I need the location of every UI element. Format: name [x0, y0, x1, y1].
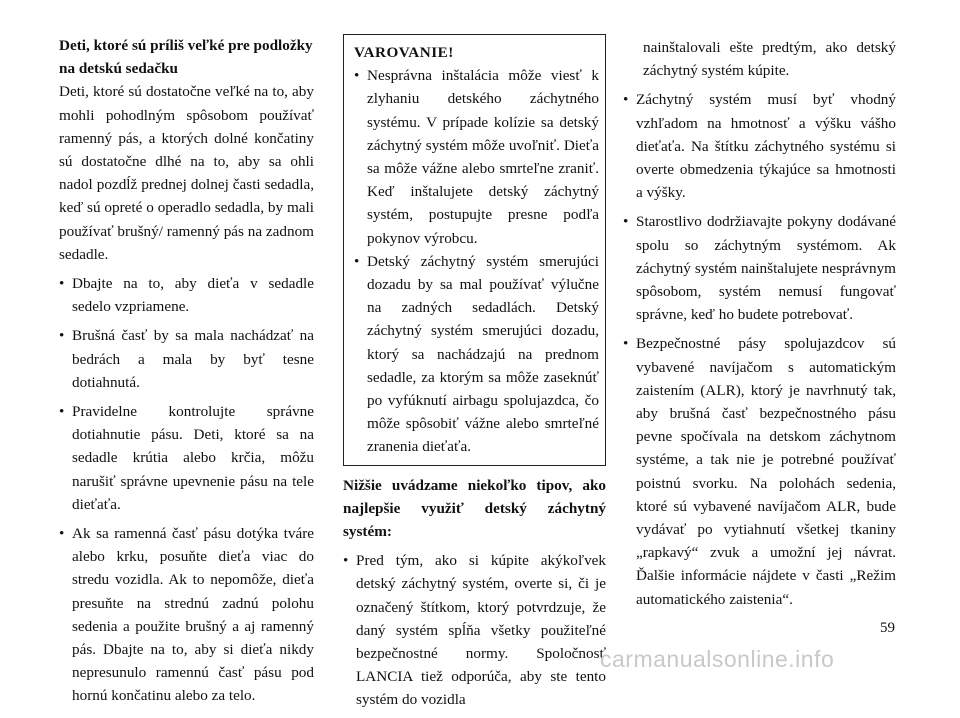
bullet-list [623, 88, 896, 610]
bullet-icon: • [623, 335, 629, 353]
tips-heading: Nižšie uvádzame niekoľko tipov, ako najlepšie využiť detský záchytný systém: [343, 476, 606, 541]
warning-list [354, 64, 599, 458]
warning-title: VAROVANIE! [354, 44, 454, 61]
section-heading: Deti, ktoré sú príliš veľké pre podložky na detskú sedačku [59, 37, 313, 78]
list-item: • Brušná časť by sa mala nachádzať na bedrách a mala by byť tesne dotiahnutá. [59, 324, 314, 394]
bullet-icon: • [59, 525, 65, 543]
list-item: • Bezpečnostné pásy spolujazdcov sú vybavené navíjačom s automatickým zaistením (ALR), ktorý je navrhnutý tak, aby brušná časť bezpečnostného pásu pevne spočívala na detskom záchytnom systéme, a tak nie je potrebné používať poistnú svorku. Na polohách sedenia, ktoré sú vybavené navíjačom ALR, bude vydávať po vytiahnutí všetkej tkaniny „rapkavý“ zvuk a umožní jej návrat. Ďalšie informácie nájdete v časti „Režim automatického zaistenia“. [623, 332, 896, 610]
bullet-list [59, 272, 314, 708]
watermark: carmanualsonline.info [600, 646, 835, 672]
list-item: • Pravidelne kontrolujte správne dotiahnutie pásu. Deti, ktoré sa na sedadle krútia alebo krčia, môžu narušiť správne upevnenie pásu na tele dieťaťa. [59, 400, 314, 516]
bullet-icon: • [354, 252, 360, 270]
bullet-icon: • [59, 403, 65, 421]
right-column [623, 36, 896, 617]
bullet-icon: • [59, 275, 65, 293]
list-item: • Starostlivo dodržiavajte pokyny dodávané spolu so záchytným systémom. Ak záchytný systém nainštalujete nesprávnym spôsobom, systém nemusí fungovať správne, keď ho budete potrebovať. [623, 210, 896, 326]
warning-item: • Detský záchytný systém smerujúci dozadu by sa mal používať výlučne na zadných sedadlách. Detský záchytný systém smerujúci dozadu, ktorý sa nachádzajú na prednom sedadle, za ktorým sa môže zaseknúť po vyfúknutí airbagu spolujazdca, čo môže spôsobiť vážne alebo smrteľné zranenia dieťaťa. [354, 250, 599, 459]
list-item: • Dbajte na to, aby dieťa v sedadle sedelo vzpriamene. [59, 272, 314, 318]
warning-item: • Nesprávna inštalácia môže viesť k zlyhaniu detského záchytného systému. V prípade kolízie sa detský záchytný systém môže uvoľniť. Dieťa sa môže vážne alebo smrteľne zraniť. Keď inštalujete detský záchytný systém, postupujte presne podľa pokynov výrobcu. [354, 64, 599, 250]
intro-paragraph: Deti, ktoré sú dostatočne veľké na to, aby mohli pohodlným spôsobom používať ramenný pás, a ktorých dolné končatiny sú dostatočne dlhé na to, aby sa ohli nadol pozdĺž prednej dolnej časti sedadla, keď sú opreté o operadlo sedadla, by mali používať brušný/ ramenný pás na zadnom sedadle. [59, 83, 314, 263]
bullet-icon: • [343, 552, 349, 570]
list-item: • Záchytný systém musí byť vhodný vzhľadom na hmotnosť a výšku vášho dieťaťa. Na štítku záchytného systému si overte obmedzenia týkajúce sa hmotnosti a výšky. [623, 88, 896, 204]
list-item: • Ak sa ramenná časť pásu dotýka tváre alebo krku, posuňte dieťa viac do stredu vozidla. Ak to nepomôže, dieťa presuňte na strednú zadnú polohu sedenia a použite brušný a aj ramenný pás. Dbajte na to, aby si dieťa nikdy nepresunulo ramennú časť pásu pod hornú končatinu alebo za telo. [59, 522, 314, 708]
warning-box [343, 34, 606, 466]
bullet-icon: • [623, 213, 629, 231]
continued-text: nainštalovali ešte predtým, ako detský záchytný systém kúpite. [643, 39, 896, 80]
bullet-icon: • [354, 67, 360, 85]
page-number: 59 [880, 620, 895, 636]
middle-column [343, 34, 606, 718]
left-column [59, 34, 314, 714]
bullet-icon: • [623, 91, 629, 109]
bullet-icon: • [59, 327, 65, 345]
tips-list [343, 549, 606, 711]
list-item: • Pred tým, ako si kúpite akýkoľvek detský záchytný systém, overte si, či je označený štítkom, ktorý potvrdzuje, že daný systém spĺňa všetky použiteľné bezpečnostné normy. Spoločnosť LANCIA tiež odporúča, aby ste tento systém do vozidla [343, 549, 606, 711]
